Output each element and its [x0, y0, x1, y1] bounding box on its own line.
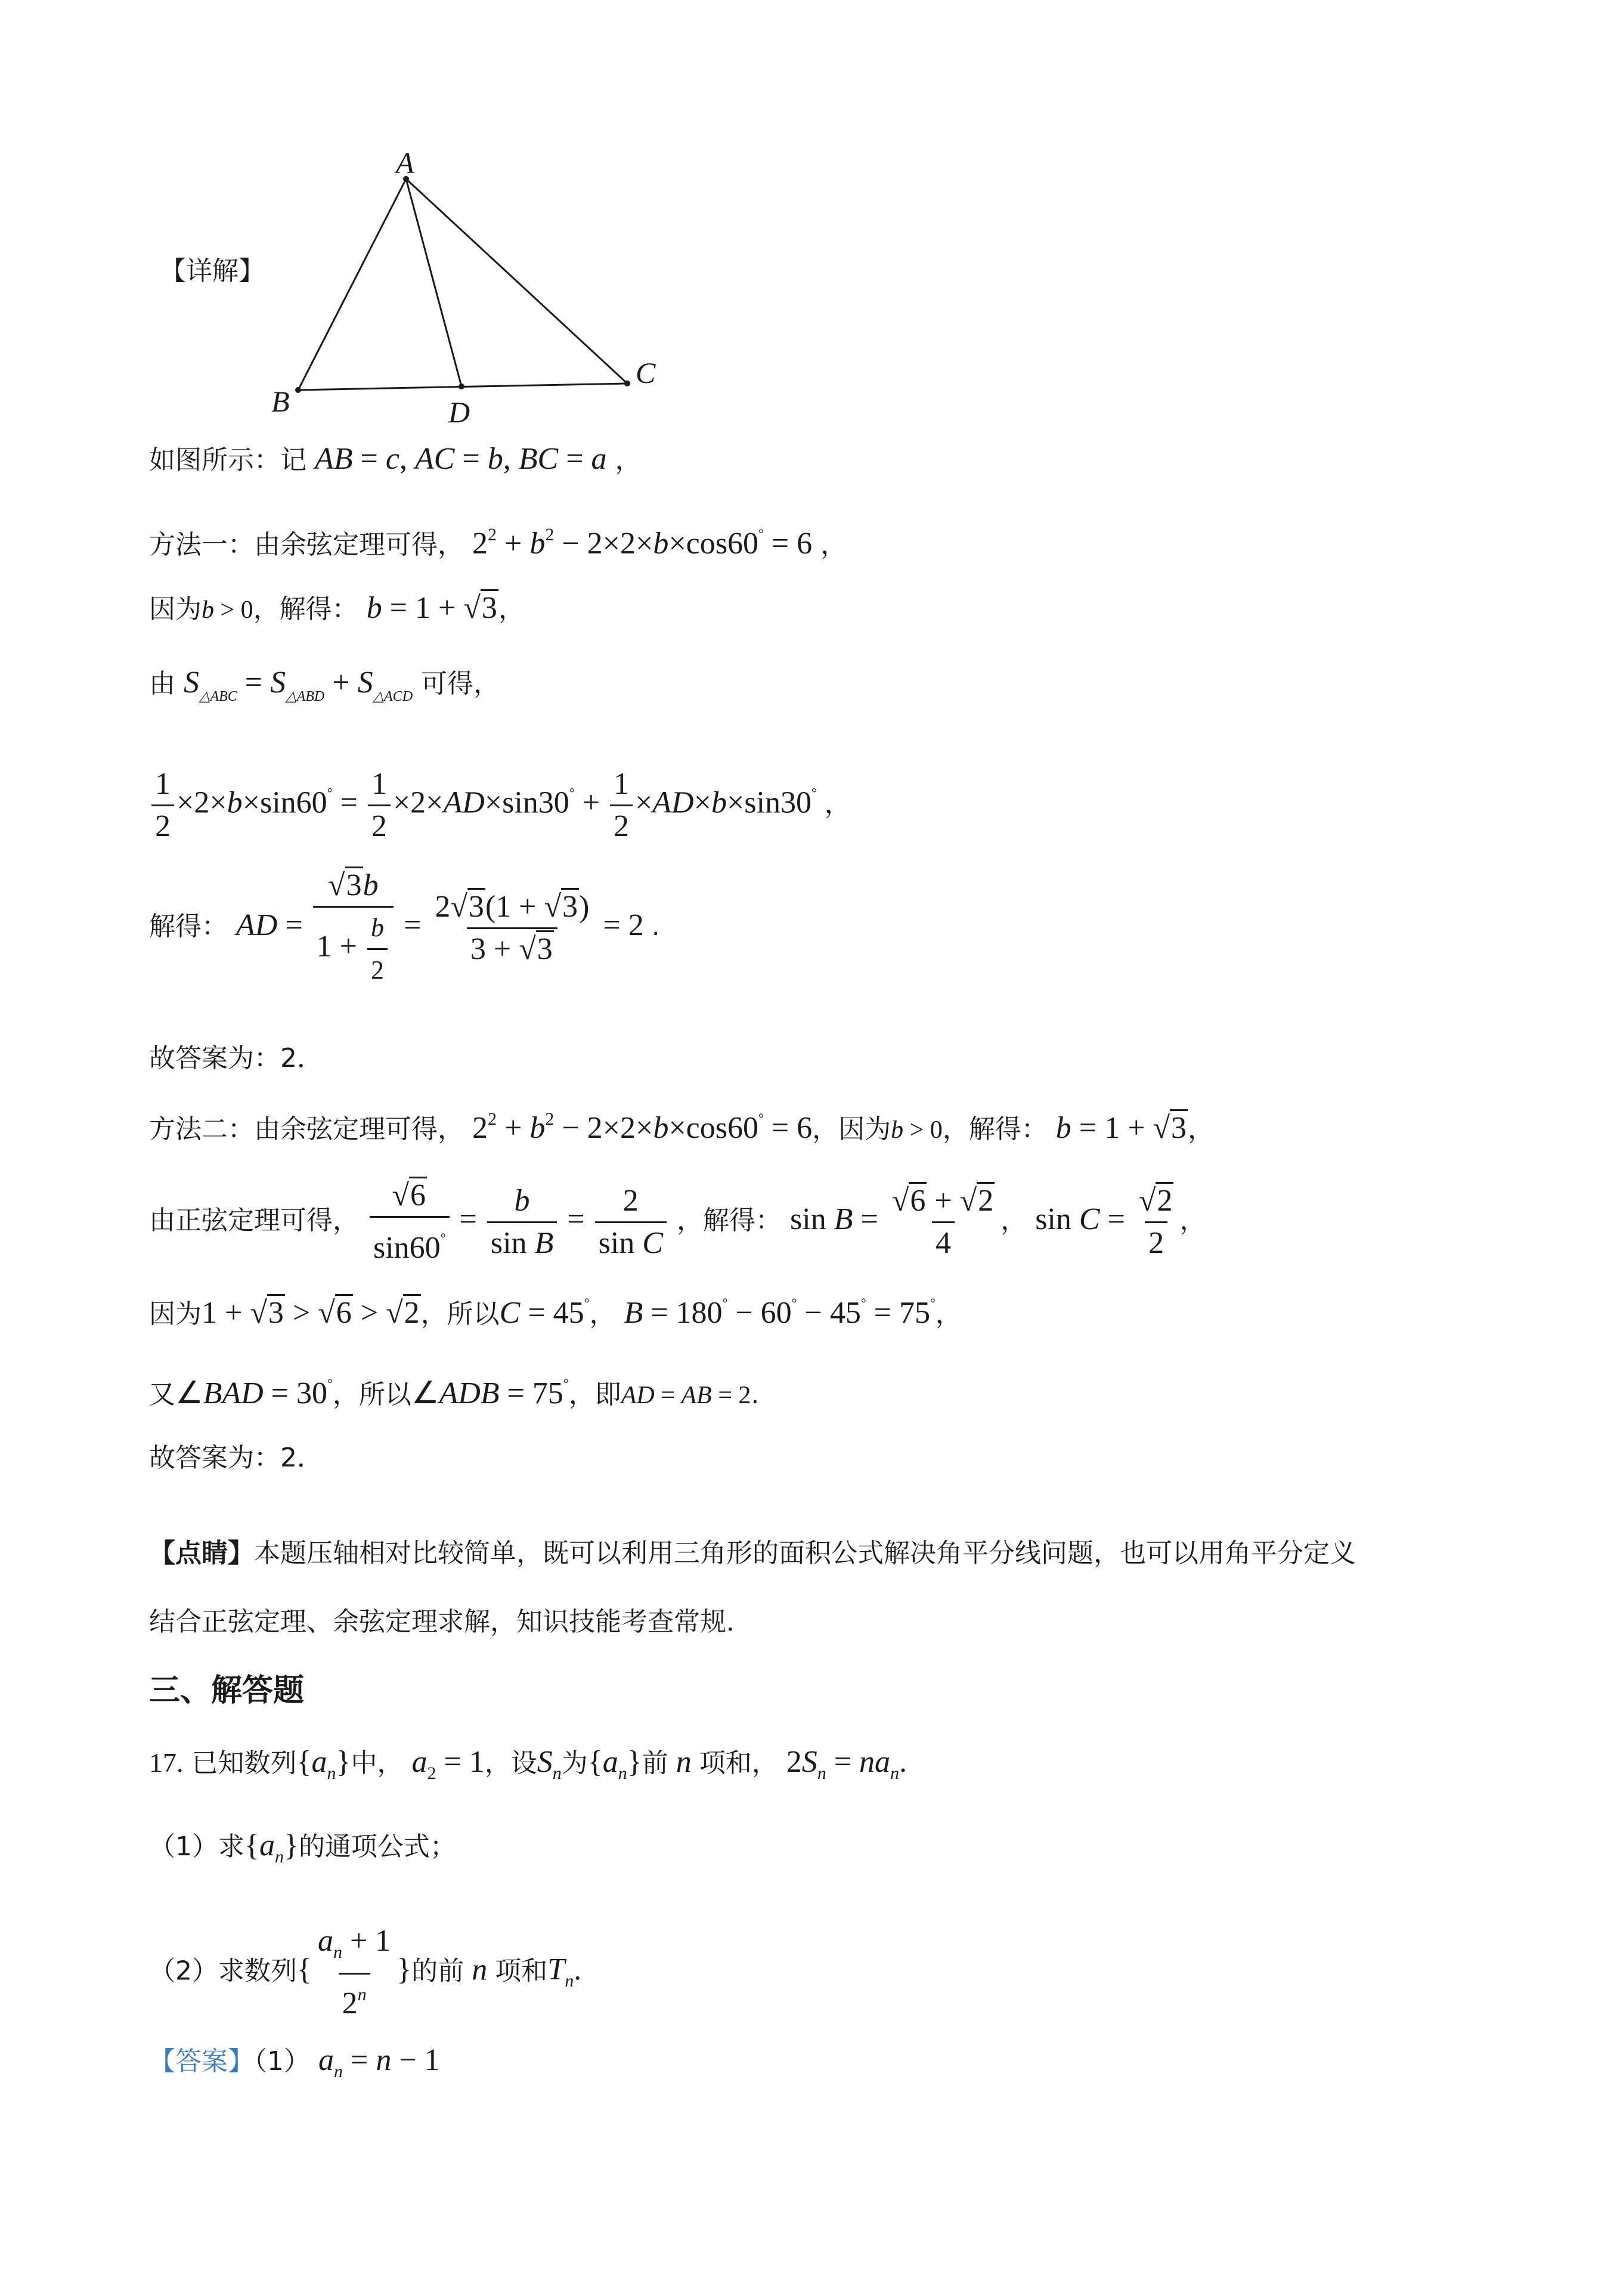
label-c: C: [636, 356, 656, 389]
problem-17-stem: 17. 已知数列$\{a_n\}$中， $a_2 = 1$，设$S_n$为$\{a_n\}$前 n 项和， $2S_n = na_n$.: [149, 1745, 907, 1783]
notation-line: 如图所示：记 AB = c, AC = b, BC = a ，: [149, 442, 642, 476]
comment-line-2: 结合正弦定理、余弦定理求解，知识技能考查常规．: [149, 1607, 752, 1637]
segment-ab: [298, 179, 406, 390]
solve-b-line: 因为b > 0，解得： b = 1 + √3，: [149, 590, 525, 628]
method2-line: 方法二：由余弦定理可得， $2^2 + b^2 - 2\times 2\times b\times\cos 60^\circ = 6$，因为b > 0，解得： b = 1 + √3，: [149, 1109, 1214, 1145]
problem-17-part2: （2）求数列{ $\frac{a_n + 1}{2^n}$ }的前 n 项和$T_n$.: [149, 1924, 582, 2020]
answer-line-2: 故答案为：2．: [149, 1443, 323, 1473]
detail-label: 【详解】: [160, 256, 265, 286]
method1-line: 方法一：由余弦定理可得， $2^2 + b^2 - 2\times 2\times b\times\cos 60^\circ = 6$ ，: [149, 525, 847, 561]
segment-ac: [406, 179, 627, 383]
problem-17-part1: （1）求$\{a_n\}$的通项公式；: [149, 1828, 456, 1867]
area-expansion-line: $\frac{1}{2}$ ×2×b×sin60° = $\frac{1}{2}$ ×2×AD×sin30° + $\frac{1}{2}$ ×AD×b×sin30° ，: [149, 766, 851, 844]
triangle-figure: [0, 0, 1623, 477]
problem-17-answer: 【答案】（1） $a_n = n - 1$: [149, 2043, 440, 2081]
ad-solution-line: 解得： AD = √3b 1 + $\frac{b}{2}$ = $\frac{2√3(1 + √3)}{3 + √3}$ = 2 .: [149, 868, 660, 988]
answer-line-1: 故答案为：2．: [149, 1043, 323, 1073]
comment-line-1: 【点睛】本题压轴相对比较简单，既可以利用三角形的面积公式解决角平分线问题，也可以用角平分定义: [149, 1538, 1356, 1568]
label-a: A: [396, 146, 414, 180]
label-d: D: [448, 395, 470, 429]
sine-law-line: 由正弦定理可得， $\frac{√6}{\sin 60^\circ}$ = $\frac{b}{\text{sin B}}$ = $\frac{2}{\text{sin C}}$ ，解得： sin B = $\frac{√6 + √2}{4}$ ， sin C = $\frac{√2}{2}$ ，: [149, 1178, 1206, 1266]
area-relation-line: 由 $S_{\triangle ABC} = S_{\triangle ABD} + S_{\triangle ACD}$ 可得，: [149, 666, 500, 704]
answer-label: 【答案】: [149, 2046, 254, 2077]
segment-ad: [406, 179, 461, 386]
angle-line: 又∠BAD = 30°，所以∠ADB = 75°，即AD = AB = 2.: [149, 1376, 760, 1410]
label-b: B: [271, 385, 290, 418]
comment-label: 【点睛】: [149, 1538, 254, 1568]
comparison-line: 因为1 + √3 > √6 > √2，所以C = 45°， B = 180° − 60° − 45° = 75°，: [149, 1295, 962, 1330]
section-title: 三、解答题: [149, 1673, 305, 1709]
